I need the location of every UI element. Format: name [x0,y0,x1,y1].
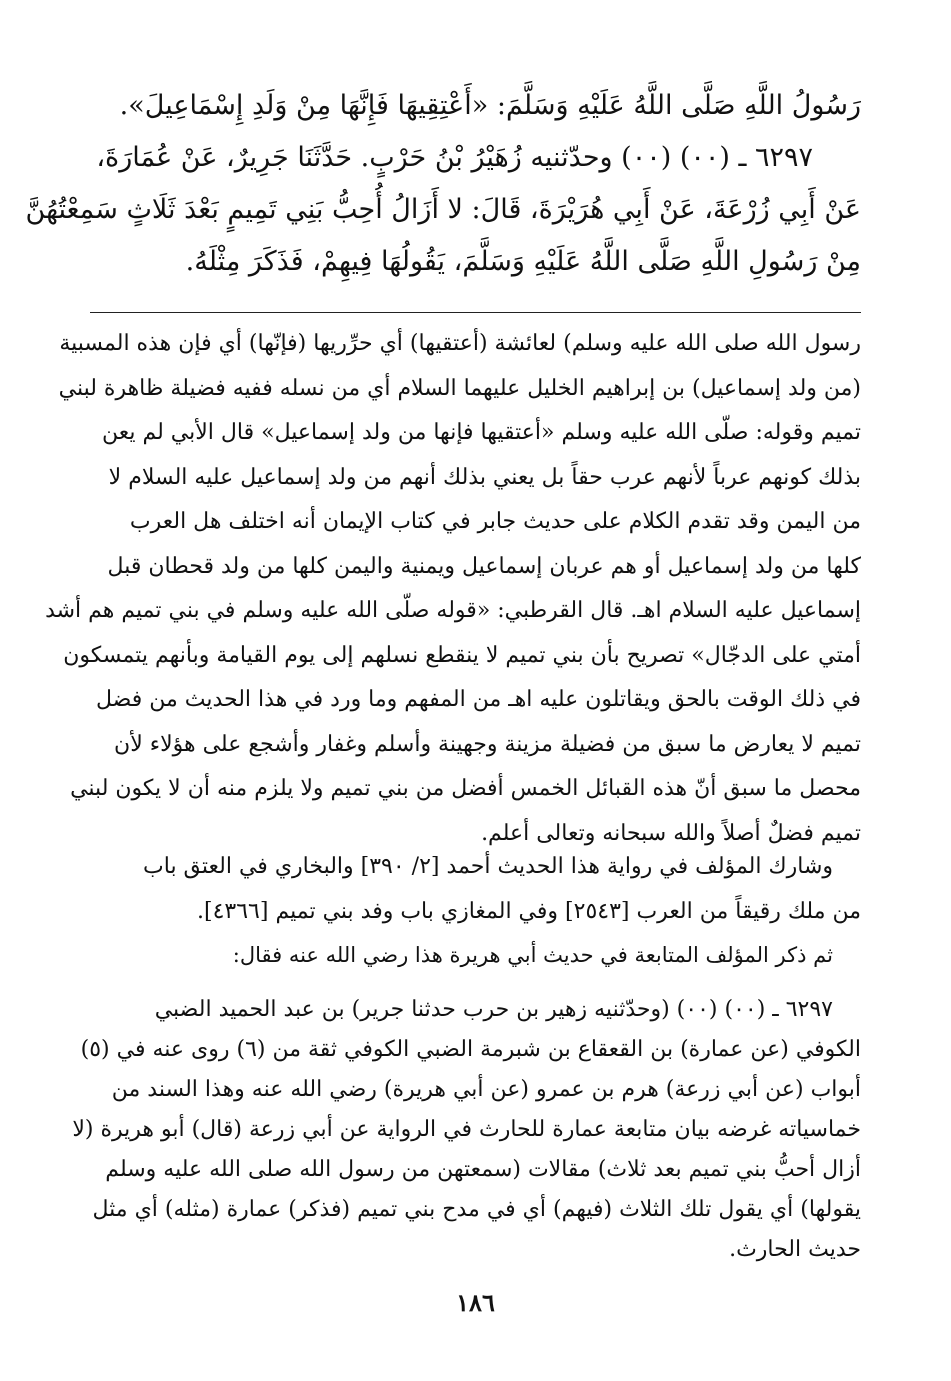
hadith-line: مِنْ رَسُولِ اللَّهِ صَلَّى اللَّهُ عَلَيْهِ وَسَلَّمَ، يَقُولُهَا فِيهِمْ، فَذَكَرَ مِثْلَهُ. [185,246,861,277]
reference-paragraph [90,845,861,934]
commentary-line: إسماعيل عليه السلام اهـ. قال القرطبي: «قوله صلّى الله عليه وسلم في بني تميم هم أشد [45,598,861,623]
transition-paragraph [90,937,861,973]
commentary-line: محصل ما سبق أنّ هذه القبائل الخمس أفضل من بني تميم ولا يلزم منه أن لا يكون لبني [70,776,861,801]
commentary-line: في ذلك الوقت بالحق ويقاتلون عليه اهـ من المفهم وما ورد في هذا الحديث من فضل [95,687,861,712]
chain-line: يقولها) أي يقول تلك الثلاث (فيهم) أي في مدح بني تميم (فذكر) عمارة (مثله) أي مثل [92,1197,861,1222]
reference-line: من ملك رقيقاً من العرب [٢٥٤٣] وفي المغازي باب وفد بني تميم [٤٣٦٦]. [197,898,861,924]
hadith-line: رَسُولُ اللَّهِ صَلَّى اللَّهُ عَلَيْهِ وَسَلَّمَ: «أَعْتِقِيهَا فَإِنَّهَا مِنْ وَلَدِ إِسْمَاعِيلَ». [119,90,861,121]
chain-line: أبواب (عن أبي زرعة) هرم بن عمرو (عن أبي هريرة) رضي الله عنه وهذا السند من [111,1077,861,1102]
commentary-line: بذلك كونهم عرباً لأنهم عرب حقاً بل يعني بذلك أنهم من ولد إسماعيل عليه السلام لا [108,464,861,490]
chain-commentary [72,990,861,1270]
commentary-line: تميم فضلٌ أصلاً والله سبحانه وتعالى أعلم. [481,820,861,846]
transition-line: ثم ذكر المؤلف المتابعة في حديث أبي هريرة هذا رضي الله عنه فقال: [232,943,833,967]
commentary-line: تميم وقوله: صلّى الله عليه وسلم «أعتقيها فإنها من ولد إسماعيل» قال الأبي لم يعن [101,420,861,445]
reference-line: وشارك المؤلف في رواية هذا الحديث أحمد [٢/ ٣٩٠] والبخاري في العتق باب [143,854,833,879]
chain-line: حديث الحارث. [729,1237,861,1262]
commentary-line: (من ولد إسماعيل) بن إبراهيم الخليل عليهما السلام أي من نسله ففيه فضيلة ظاهرة لبني [58,375,861,401]
chain-line: أزال أحبُّ بني تميم بعد ثلاث) مقالات (سمعتهن من رسول الله صلى الله عليه وسلم [105,1157,861,1182]
separator-rule [90,312,861,313]
commentary-line: أمتي على الدجّال» تصريح بأن بني تميم لا ينقطع نسلهم إلى يوم القيامة وبأنهم يتمسكون [63,642,861,668]
commentary-line: تميم لا يعارض ما سبق من فضيلة مزينة وجهينة وأسلم وغفار وأشجع على هؤلاء لأن [114,731,861,757]
hadith-text [25,80,861,288]
hadith-line: ٦٢٩٧ ـ (٠٠) (٠٠) وحدّثنيه زُهَيْرُ بْنُ حَرْبٍ. حَدَّثَنَا جَرِيرٌ، عَنْ عُمَارَةَ، [96,142,813,173]
chain-line: الكوفي (عن عمارة) بن القعقاع بن شبرمة الضبي الكوفي ثقة من (٦) روى عنه في (٥) [80,1037,861,1062]
commentary-line: رسول الله صلى الله عليه وسلم) لعائشة (أعتقيها) أي حرِّريها (فإنّها) أي فإن هذه المسبية [59,331,861,356]
page-number: ١٨٦ [456,1288,495,1317]
commentary-line: من اليمن وقد تقدم الكلام على حديث جابر في كتاب الإيمان أنه اختلف هل العرب [129,509,861,534]
commentary-text [45,322,861,856]
chain-line: خماسياته غرضه بيان متابعة عمارة للحارث في الرواية عن أبي زرعة (قال) أبو هريرة (لا [72,1117,861,1142]
commentary-line: كلها من ولد إسماعيل أو هم عربان إسماعيل ويمنية واليمن كلها من ولد قحطان قبل [107,553,861,579]
hadith-line: عَنْ أَبِي زُرْعَةَ، عَنْ أَبِي هُرَيْرَةَ، قَالَ: لا أَزَالُ أُحِبُّ بَنِي تَمِيمٍ بَعْدَ ثَلَاثٍ سَمِعْتُهُنَّ [25,194,861,225]
chain-line: ٦٢٩٧ ـ (٠٠) (٠٠) (وحدّثنيه زهير بن حرب حدثنا جرير) بن عبد الحميد الضبي [154,997,833,1022]
